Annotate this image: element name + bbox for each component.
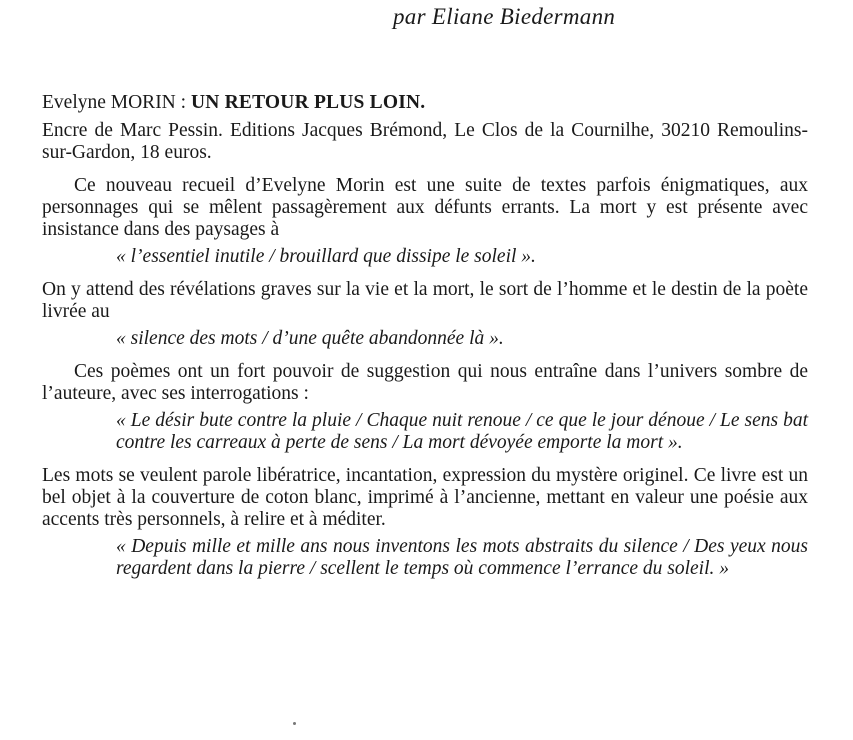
publication-info: Encre de Marc Pessin. Editions Jacques Brémond, Le Clos de la Cournilhe, 30210 Remoulins-sur-Gardon, 18 euros.	[42, 120, 808, 163]
author-name: Evelyne MORIN	[42, 92, 176, 113]
quote-4: « Depuis mille et mille ans nous inventons les mots abstraits du silence / Des yeux nous regardent dans la pierre / scellent le temps où commence l’errance du soleil. »	[116, 536, 808, 579]
paragraph-1: Ce nouveau recueil d’Evelyne Morin est une suite de textes parfois énigmatiques, aux personnages qui se mêlent passagèrement aux défunts errants. La mort y est présente avec insistance dans des paysages à	[42, 175, 808, 240]
paragraph-3: Ces poèmes ont un fort pouvoir de suggestion qui nous entraîne dans l’univers sombre de l’auteure, avec ses interrogations :	[42, 361, 808, 404]
quote-3: « Le désir bute contre la pluie / Chaque nuit renoue / ce que le jour dénoue / Le sens bat contre les carreaux à perte de sens / La mort dévoyée emporte la mort ».	[116, 410, 808, 453]
quote-1: « l’essentiel inutile / brouillard que dissipe le soleil ».	[116, 246, 536, 267]
book-title: UN RETOUR PLUS LOIN.	[190, 92, 426, 113]
review-heading	[42, 92, 808, 114]
review-body	[42, 92, 808, 580]
paragraph-4: Les mots se veulent parole libératrice, incantation, expression du mystère originel. Ce livre est un bel objet à la couverture de coton blanc, imprimé à l’ancienne, mettant en valeur une poésie aux accents très personnels, à relire et à méditer.	[42, 465, 808, 530]
byline: par Eliane Biedermann	[393, 4, 616, 29]
print-speck	[293, 722, 296, 725]
heading-separator: :	[175, 92, 191, 113]
top-rule	[28, 0, 268, 4]
quote-2: « silence des mots / d’une quête abandonnée là ».	[116, 328, 504, 349]
paragraph-2: On y attend des révélations graves sur la vie et la mort, le sort de l’homme et le destin de la poète livrée au	[42, 279, 808, 322]
